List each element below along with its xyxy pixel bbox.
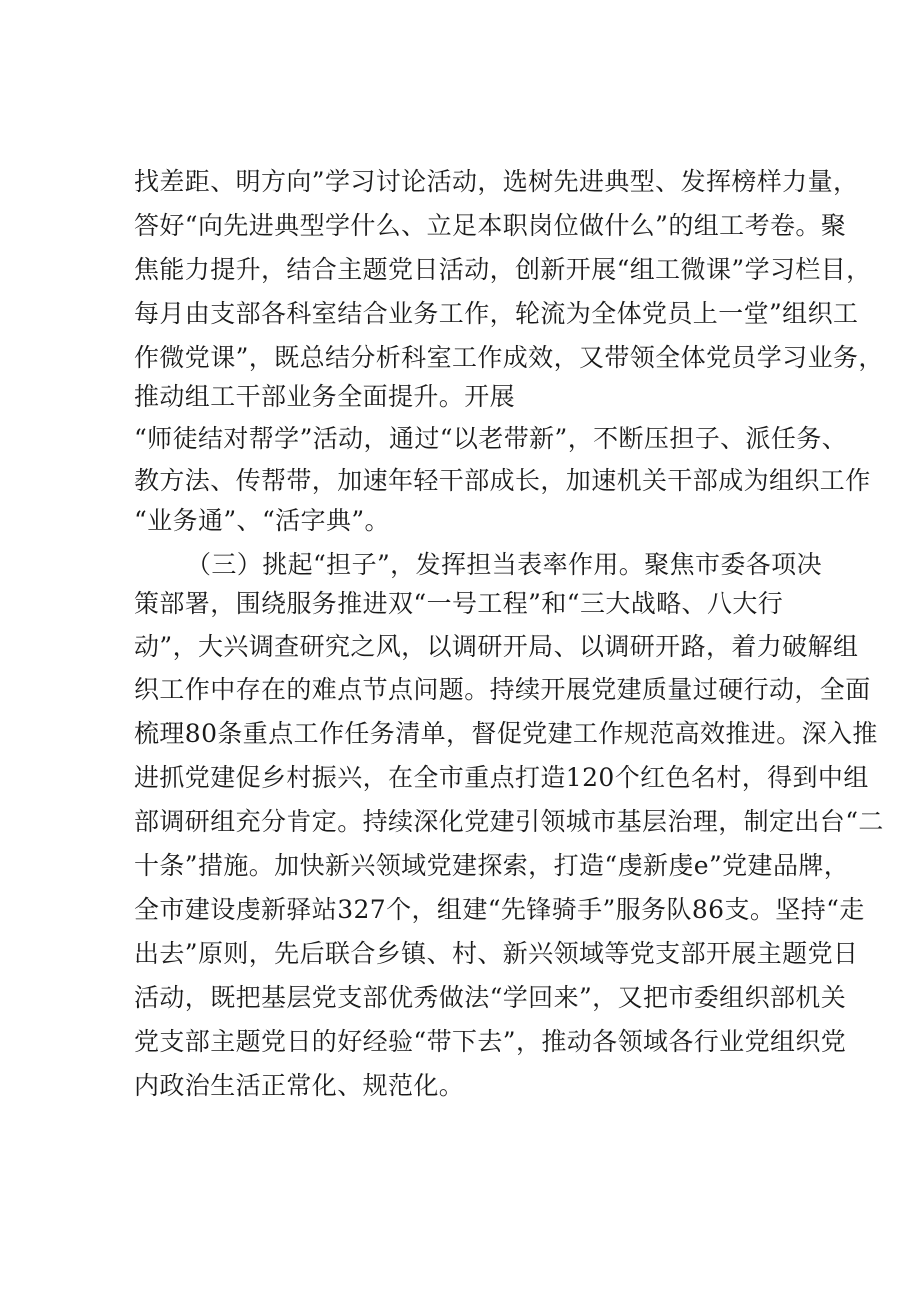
text-line: 找差距、明方向”学习讨论活动，选树先进典型、发挥榜样力量， [134, 167, 859, 196]
text-line: 教方法、传帮带，加速年轻干部成长，加速机关干部成为组织工作 [134, 466, 871, 495]
text-line: “业务通”、“活字典”。 [134, 506, 390, 535]
text-line: 内政治生活正常化、规范化。 [134, 1071, 465, 1100]
text-line: 党支部主题党日的好经验“带下去”，推动各领域各行业党组织党 [134, 1027, 847, 1056]
text-line: （三）挑起“担子”，发挥担当表率作用。聚焦市委各项决 [186, 550, 822, 579]
text-line: 十条”措施。加快新兴领域党建探索，打造“虔新虔e”党建品牌， [134, 851, 850, 880]
text-line: 答好“向先进典型学什么、立足本职岗位做什么”的组工考卷。聚 [134, 211, 847, 240]
text-line: 织工作中存在的难点节点问题。持续开展党建质量过硬行动，全面 [134, 675, 871, 704]
text-line: 焦能力提升，结合主题党日活动，创新开展“组工微课”学习栏目， [134, 255, 872, 284]
text-line: 活动，既把基层党支部优秀做法“学回来”，又把市委组织部机关 [134, 983, 847, 1012]
text-line: 每月由支部各科室结合业务工作，轮流为全体党员上一堂”组织工 [134, 299, 859, 328]
text-line: 动”，大兴调查研究之风，以调研开局、以调研开路，着力破解组 [134, 632, 859, 661]
text-line: 全市建设虔新驿站327个，组建“先锋骑手”服务队86支。坚持“走 [134, 895, 865, 924]
text-line: 作微党课”，既总结分析科室工作成效，又带领全体党员学习业务， [134, 343, 884, 372]
text-line: 推动组工干部业务全面提升。开展 [134, 382, 516, 411]
text-line: “师徒结对帮学”活动，通过“以老带新”，不断压担子、派任务、 [134, 424, 848, 453]
text-line: 梳理80条重点工作任务清单，督促党建工作规范高效推进。深入推 [134, 719, 878, 748]
text-line: 策部署，围绕服务推进双“一号工程”和“三大战略、八大行 [134, 589, 784, 618]
text-line: 出去”原则，先后联合乡镇、村、新兴领域等党支部开展主题党日 [134, 939, 859, 968]
text-line: 进抓党建促乡村振兴，在全市重点打造120个红色名村，得到中组 [134, 763, 869, 792]
text-line: 部调研组充分肯定。持续深化党建引领城市基层治理，制定出台“二 [134, 807, 884, 836]
